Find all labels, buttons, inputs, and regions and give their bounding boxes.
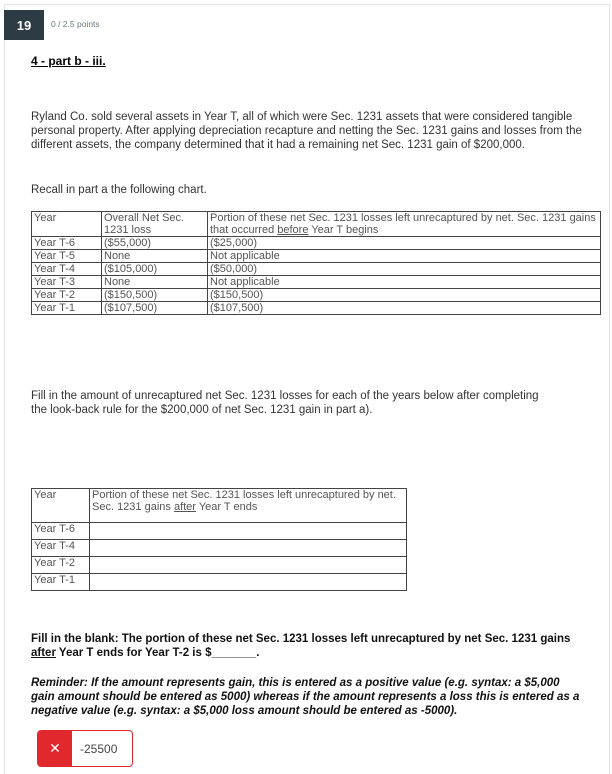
table-row [32, 276, 601, 289]
cell-year: Year T-1 [32, 302, 102, 315]
cell-year: Year T-3 [32, 276, 102, 289]
table-row [32, 237, 601, 250]
fill-blank-prompt: Fill in the blank: The portion of these net Sec. 1231 losses left unrecaptured by net Sec. 1231 gains after Year T ends for Year T-2 is $_______. [31, 633, 571, 659]
instruction-text: Fill in the amount of unrecaptured net Sec. 1231 losses for each of the years below after completing the look-back rule for the $200,000 of net Sec. 1231 gain in part a). [31, 390, 539, 416]
cell-overall: ($150,500) [102, 289, 208, 302]
intro-paragraph: Ryland Co. sold several assets in Year T, all of which were Sec. 1231 assets that were considered tangible personal property. After applying depreciation recapture and netting the Sec. 1231 gains and losses from the different assets, the company determined that it had a remaining net Sec. 1231 gain of $200,000. [31, 111, 582, 151]
cell-year: Year T-2 [32, 557, 90, 574]
chart-header-row [32, 489, 407, 523]
cell-value [90, 574, 407, 591]
table-row [32, 250, 601, 263]
header-portion: Portion of these net Sec. 1231 losses left unrecaptured by net. Sec. 1231 gains that occurred before Year T begins [208, 212, 601, 237]
cell-overall: ($107,500) [102, 302, 208, 315]
table-row [32, 523, 407, 540]
cell-portion: Not applicable [208, 250, 601, 263]
points-label: 0 / 2.5 points [51, 19, 100, 29]
cell-year: Year T-4 [32, 263, 102, 276]
header-overall: Overall Net Sec. 1231 loss [102, 212, 208, 237]
table-row [32, 557, 407, 574]
table-row [32, 574, 407, 591]
cell-year: Year T-4 [32, 540, 90, 557]
part-label: 4 - part b - iii. [31, 54, 106, 68]
cell-year: Year T-6 [32, 523, 90, 540]
answer-field[interactable] [37, 730, 133, 767]
cell-portion: ($50,000) [208, 263, 601, 276]
cell-overall: None [102, 276, 208, 289]
question-number: 19 [4, 10, 44, 40]
recall-text: Recall in part a the following chart. [31, 184, 207, 196]
cell-value [90, 540, 407, 557]
cell-portion: Not applicable [208, 276, 601, 289]
chart-header-row [32, 212, 601, 237]
cell-year: Year T-6 [32, 237, 102, 250]
table-row [32, 263, 601, 276]
cell-portion: ($107,500) [208, 302, 601, 315]
cell-overall: ($105,000) [102, 263, 208, 276]
x-icon: ✕ [38, 731, 72, 766]
cell-year: Year T-1 [32, 574, 90, 591]
header-year: Year [32, 212, 102, 237]
table-row [32, 289, 601, 302]
unrecaptured-chart [31, 488, 407, 591]
reminder-text: Reminder: If the amount represents gain, this is entered as a positive value (e.g. syntax: a $5,000 gain amount should be entered as 5000) whereas if the amount represents a loss this is entered as a negative value (e.g. syntax: a $5,000 loss amount should be entered as -5000). [31, 677, 580, 717]
cell-overall: ($55,000) [102, 237, 208, 250]
header-year: Year [32, 489, 90, 523]
cell-portion: ($150,500) [208, 289, 601, 302]
cell-value [90, 557, 407, 574]
table-row [32, 302, 601, 315]
cell-value [90, 523, 407, 540]
cell-year: Year T-2 [32, 289, 102, 302]
header-portion: Portion of these net Sec. 1231 losses left unrecaptured by net. Sec. 1231 gains after Year T ends [90, 489, 407, 523]
lookback-chart [31, 211, 601, 315]
table-row [32, 540, 407, 557]
cell-year: Year T-5 [32, 250, 102, 263]
cell-portion: ($25,000) [208, 237, 601, 250]
cell-overall: None [102, 250, 208, 263]
answer-value: -25500 [80, 741, 118, 756]
